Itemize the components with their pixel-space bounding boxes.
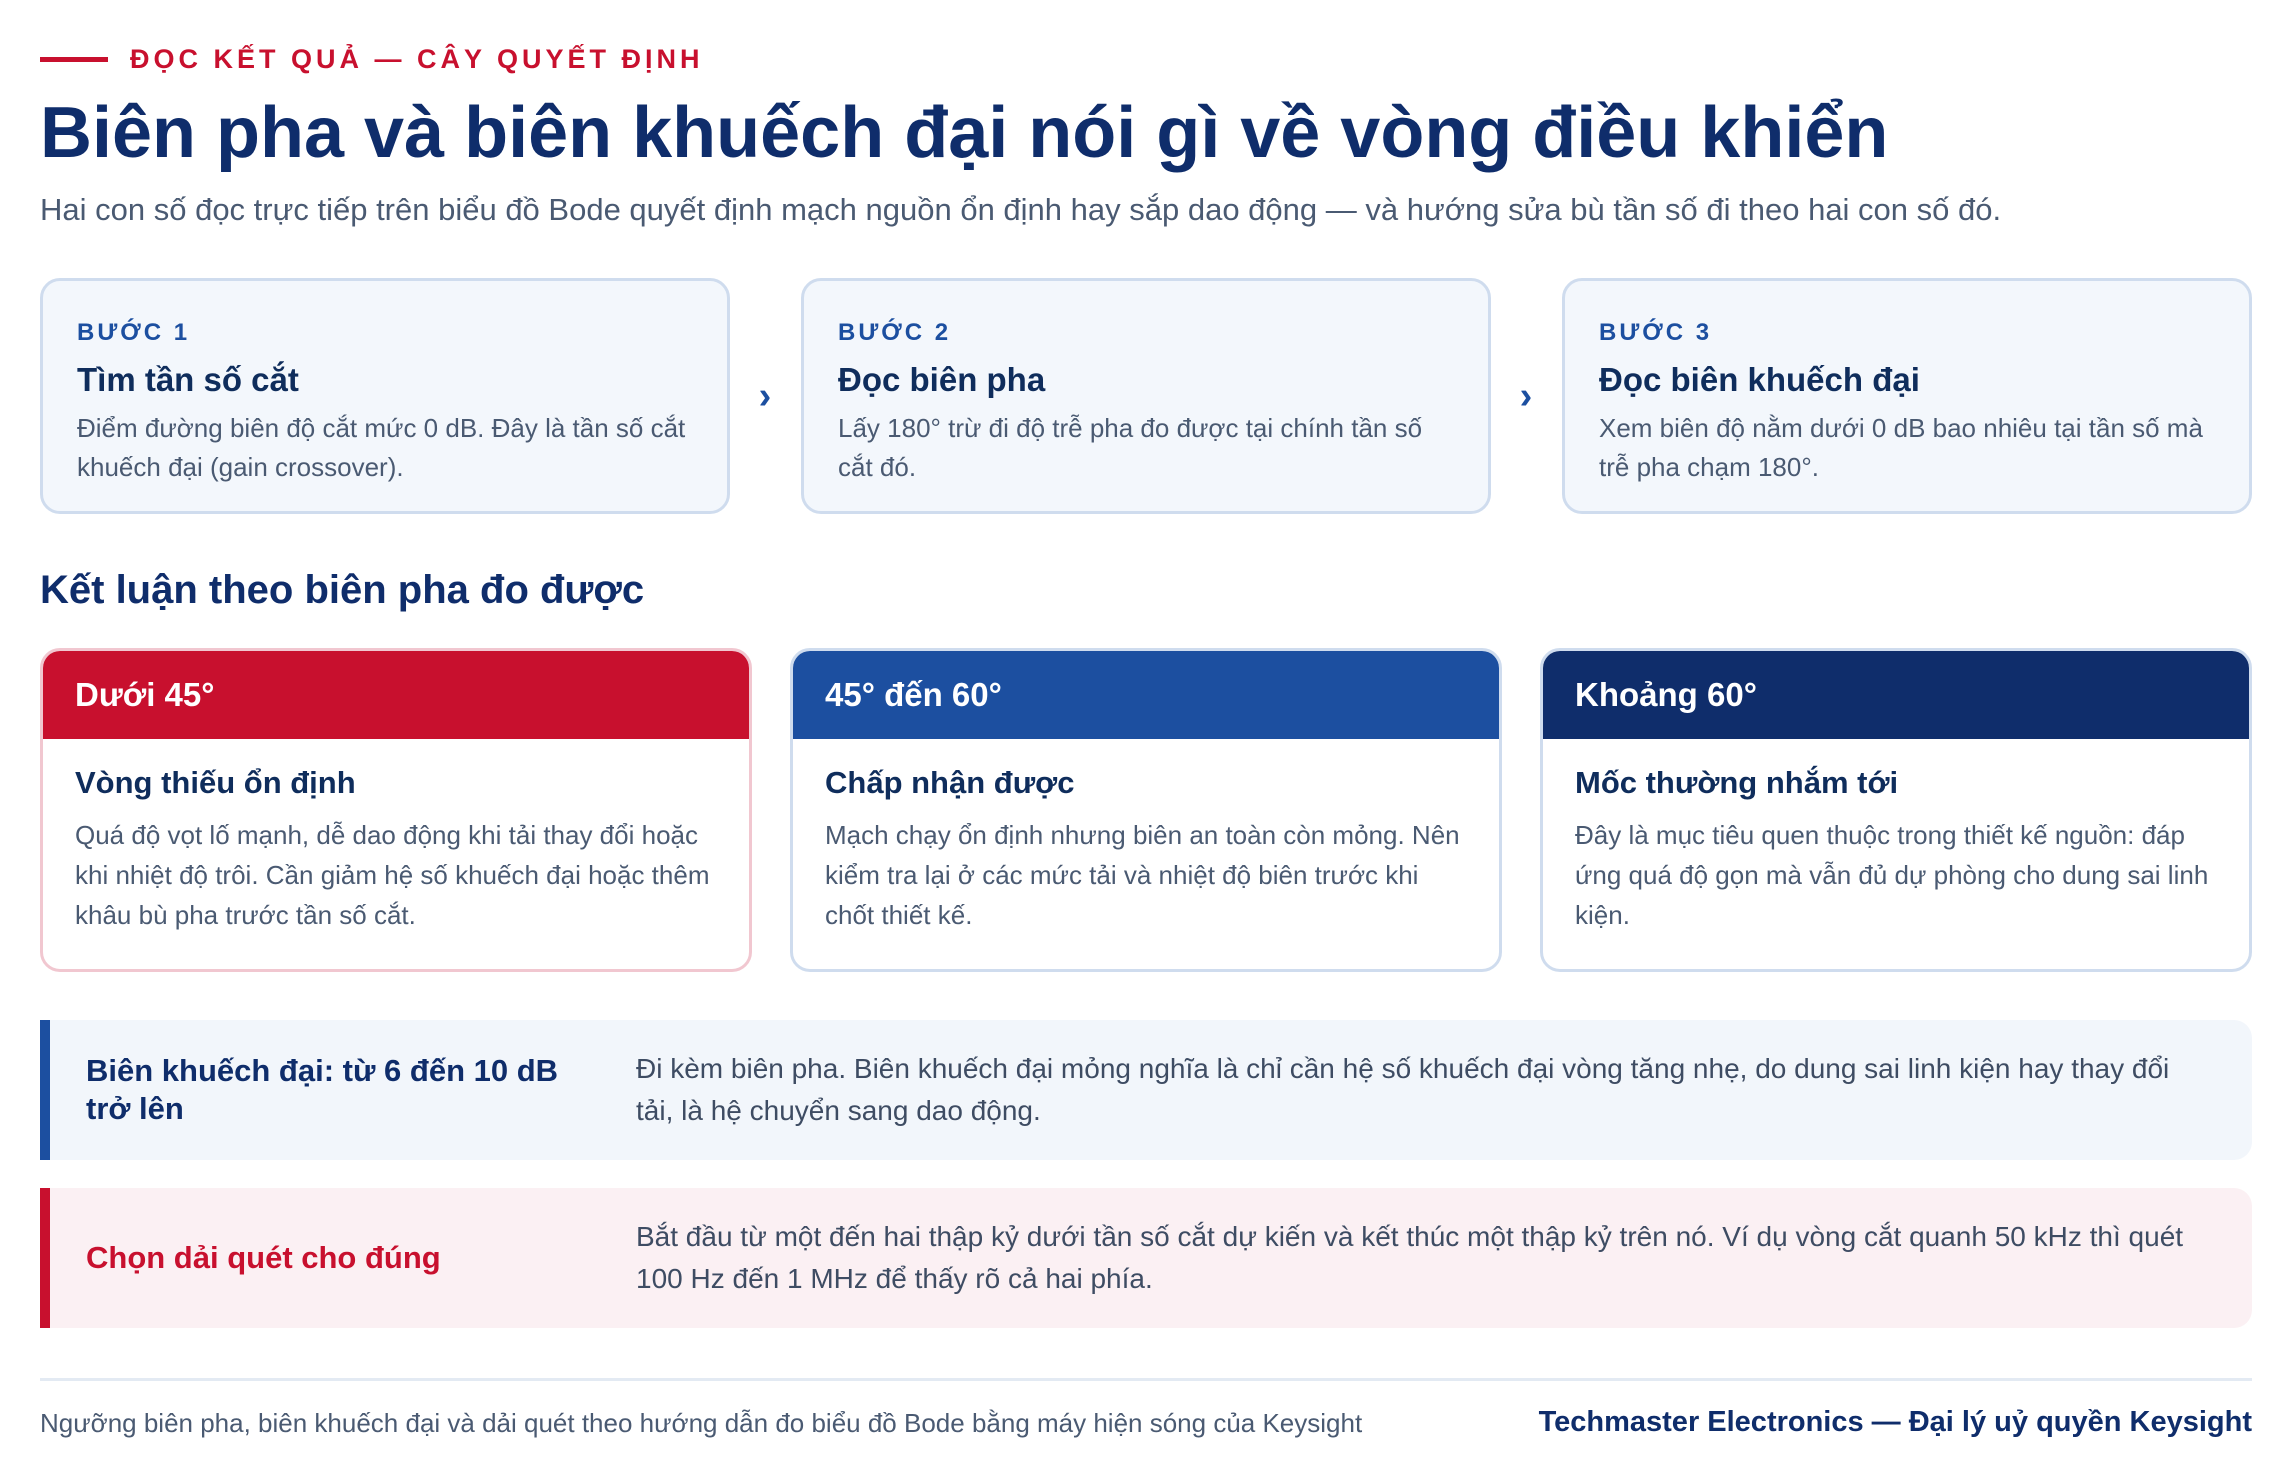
conclusion-card-low bbox=[40, 648, 752, 972]
card-title: Chấp nhận được bbox=[825, 765, 1075, 800]
step-card-3 bbox=[1562, 278, 2252, 514]
card-header: 45° đến 60° bbox=[793, 651, 1499, 739]
step-card-2 bbox=[801, 278, 1491, 514]
page-title: Biên pha và biên khuếch đại nói gì về vòng điều khiển bbox=[40, 93, 1889, 173]
card-header: Dưới 45° bbox=[43, 651, 749, 739]
card-title: Vòng thiếu ổn định bbox=[75, 765, 356, 800]
gain-margin-callout bbox=[40, 1020, 2252, 1160]
footer-brand: Techmaster Electronics — Đại lý uỷ quyền Keysight bbox=[1538, 1406, 2252, 1438]
conclusion-card-target bbox=[1540, 648, 2252, 972]
card-body bbox=[1543, 739, 2249, 935]
step-title: Đọc biên khuếch đại bbox=[1599, 361, 1920, 398]
card-body bbox=[793, 739, 1499, 935]
chevron-right-icon: › bbox=[1519, 375, 1533, 417]
page-subtitle: Hai con số đọc trực tiếp trên biểu đồ Bode quyết định mạch nguồn ổn định hay sắp dao động — và hướng sửa bù tần số đi theo hai con số đó. bbox=[40, 192, 2002, 227]
footer-divider bbox=[40, 1378, 2252, 1381]
steps-row bbox=[40, 278, 2252, 516]
card-description: Đây là mục tiêu quen thuộc trong thiết kế nguồn: đáp ứng quá độ gọn mà vẫn đủ dự phòng cho dung sai linh kiện. bbox=[1575, 820, 2209, 930]
step-label: BƯỚC 3 bbox=[1599, 319, 1713, 346]
kicker-accent-bar bbox=[40, 57, 108, 62]
step-description: Lấy 180° trừ đi độ trễ pha đo được tại chính tần số cắt đó. bbox=[838, 413, 1423, 482]
card-title: Mốc thường nhắm tới bbox=[1575, 765, 1899, 800]
callout-title: Chọn dải quét cho đúng bbox=[86, 1240, 441, 1275]
section-heading: Kết luận theo biên pha đo được bbox=[40, 568, 645, 612]
card-description: Quá độ vọt lố mạnh, dễ dao động khi tải thay đổi hoặc khi nhiệt độ trôi. Cần giảm hệ số khuếch đại hoặc thêm khâu bù pha trước tần số cắt. bbox=[75, 820, 710, 930]
step-title: Tìm tần số cắt bbox=[77, 361, 299, 398]
kicker-text: ĐỌC KẾT QUẢ — CÂY QUYẾT ĐỊNH bbox=[130, 44, 704, 74]
card-description: Mạch chạy ổn định nhưng biên an toàn còn mỏng. Nên kiểm tra lại ở các mức tải và nhiệt độ biên trước khi chốt thiết kế. bbox=[825, 820, 1460, 930]
step-label: BƯỚC 2 bbox=[838, 319, 952, 346]
conclusion-card-mid bbox=[790, 648, 1502, 972]
step-label: BƯỚC 1 bbox=[77, 319, 191, 346]
kicker bbox=[40, 44, 704, 75]
step-description: Điểm đường biên độ cắt mức 0 dB. Đây là tần số cắt khuếch đại (gain crossover). bbox=[77, 413, 686, 482]
chevron-right-icon: › bbox=[758, 375, 772, 417]
card-body bbox=[43, 739, 749, 935]
page bbox=[40, 0, 2252, 1478]
card-header: Khoảng 60° bbox=[1543, 651, 2249, 739]
step-title: Đọc biên pha bbox=[838, 361, 1046, 398]
sweep-range-callout bbox=[40, 1188, 2252, 1328]
step-description: Xem biên độ nằm dưới 0 dB bao nhiêu tại tần số mà trễ pha chạm 180°. bbox=[1599, 413, 2203, 482]
callout-text: Đi kèm biên pha. Biên khuếch đại mỏng nghĩa là chỉ cần hệ số khuếch đại vòng tăng nhẹ, do dung sai linh kiện hay thay đổi tải, là hệ chuyển sang dao động. bbox=[636, 1053, 2170, 1126]
callout-text: Bắt đầu từ một đến hai thập kỷ dưới tần số cắt dự kiến và kết thúc một thập kỷ trên nó. Ví dụ vòng cắt quanh 50 kHz thì quét 100 Hz đến 1 MHz để thấy rõ cả hai phía. bbox=[636, 1221, 2184, 1294]
callout-title: Biên khuếch đại: từ 6 đến 10 dB trở lên bbox=[86, 1053, 559, 1126]
step-card-1 bbox=[40, 278, 730, 514]
footer-source: Ngưỡng biên pha, biên khuếch đại và dải quét theo hướng dẫn đo biểu đồ Bode bằng máy hiện sóng của Keysight bbox=[40, 1408, 1363, 1438]
